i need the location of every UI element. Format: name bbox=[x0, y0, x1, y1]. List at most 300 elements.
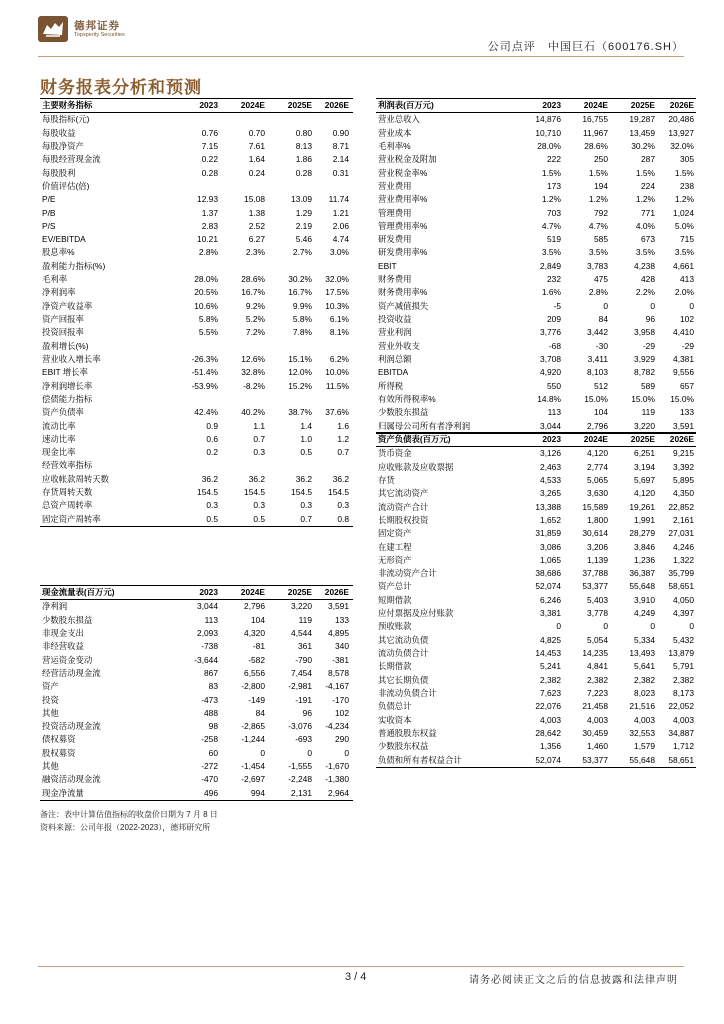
cell-value: -170 bbox=[332, 694, 349, 705]
cell-value: 7.15 bbox=[201, 140, 218, 151]
cell-value: 28.6% bbox=[241, 274, 265, 285]
cell-value: 488 bbox=[204, 707, 218, 718]
row-label: 经营效率指标 bbox=[42, 460, 93, 471]
row-label: 盈利增长(%) bbox=[42, 340, 89, 351]
header-year: 2026E bbox=[324, 587, 349, 597]
cell-value: 15.1% bbox=[288, 353, 312, 364]
row-label: 每股股利 bbox=[42, 167, 76, 178]
cell-value: -1,380 bbox=[325, 774, 349, 785]
cell-value: 0 bbox=[689, 621, 694, 632]
cell-value: 36.2 bbox=[248, 473, 265, 484]
row-label: 非现金支出 bbox=[42, 627, 84, 638]
row-label: 营业收入增长率 bbox=[42, 353, 101, 364]
cell-value: -693 bbox=[295, 734, 312, 745]
cell-value: 4,895 bbox=[328, 627, 349, 638]
cell-value: 771 bbox=[641, 207, 655, 218]
cell-value: 2,796 bbox=[244, 601, 265, 612]
table-row bbox=[376, 180, 696, 193]
cell-value: 238 bbox=[680, 180, 694, 191]
row-label: 融资活动现金流 bbox=[42, 774, 101, 785]
row-label: 流动负债合计 bbox=[378, 648, 429, 658]
cell-value: 4,350 bbox=[673, 488, 694, 499]
row-label: 资产总计 bbox=[378, 581, 412, 592]
row-label: 归属母公司所有者净利润 bbox=[378, 420, 471, 431]
table-row bbox=[40, 473, 353, 486]
cell-value: 22,852 bbox=[668, 501, 694, 512]
table-row bbox=[40, 707, 353, 720]
row-label: 速动比率 bbox=[42, 433, 76, 444]
cell-value: 2.06 bbox=[332, 220, 349, 231]
footer-divider bbox=[38, 966, 684, 967]
cell-value: 4,533 bbox=[540, 474, 561, 485]
cell-value: 1.5% bbox=[588, 167, 608, 178]
row-label: 营业总收入 bbox=[378, 114, 420, 125]
cell-value: 32.8% bbox=[241, 367, 265, 378]
cell-value: 13,879 bbox=[668, 648, 694, 658]
cell-value: 21,516 bbox=[629, 701, 655, 712]
cell-value: 133 bbox=[680, 407, 694, 418]
cell-value: 3,776 bbox=[540, 327, 561, 338]
cell-value: 8.13 bbox=[295, 140, 312, 151]
cell-value: 3,194 bbox=[634, 461, 655, 472]
cell-value: 19,287 bbox=[629, 114, 655, 125]
cell-value: 5.5% bbox=[198, 327, 218, 338]
cell-value: -4,167 bbox=[325, 681, 349, 692]
cell-value: 7,223 bbox=[587, 687, 608, 698]
cell-value: 3,126 bbox=[540, 448, 561, 459]
cell-value: 3,206 bbox=[587, 541, 608, 552]
cell-value: -8.2% bbox=[243, 380, 265, 391]
cell-value: 0.31 bbox=[332, 167, 349, 178]
cell-value: 28,642 bbox=[535, 727, 561, 738]
row-label: 少数股东损益 bbox=[378, 407, 429, 418]
cell-value: -5 bbox=[553, 300, 561, 311]
cell-value: 55,648 bbox=[629, 754, 655, 765]
table-row bbox=[40, 366, 353, 379]
cell-value: 2.7% bbox=[292, 247, 312, 258]
cell-value: 8,103 bbox=[587, 367, 608, 378]
cell-value: 287 bbox=[641, 154, 655, 165]
cell-value: 2,131 bbox=[291, 787, 312, 798]
cell-value: 1,460 bbox=[587, 741, 608, 752]
row-label: P/B bbox=[42, 207, 56, 218]
cell-value: 673 bbox=[641, 234, 655, 245]
header-year: 2023 bbox=[542, 100, 561, 110]
row-label: 价值评估(倍) bbox=[42, 180, 90, 191]
header-year: 2024E bbox=[583, 100, 608, 110]
cell-value: -53.9% bbox=[191, 380, 218, 391]
row-label: 流动资产合计 bbox=[378, 501, 429, 512]
cell-value: 133 bbox=[335, 614, 349, 625]
cell-value: -3,076 bbox=[288, 721, 312, 732]
row-label: 非流动资产合计 bbox=[378, 568, 437, 579]
cell-value: 3,220 bbox=[291, 601, 312, 612]
cell-value: 4,825 bbox=[540, 634, 561, 645]
logo-text-cn: 德邦证券 bbox=[74, 20, 120, 32]
row-label: 营业成本 bbox=[378, 127, 412, 138]
row-label: 投资收益 bbox=[378, 314, 412, 324]
row-label: 盈利能力指标(%) bbox=[42, 260, 106, 271]
row-label: 少数股东损益 bbox=[42, 614, 93, 625]
cell-value: 34,887 bbox=[668, 727, 694, 738]
table-row bbox=[40, 180, 353, 193]
table-header bbox=[376, 98, 696, 113]
row-label: 股权募资 bbox=[42, 747, 76, 758]
cell-value: 3,591 bbox=[673, 420, 694, 431]
cell-value: 361 bbox=[298, 641, 312, 652]
table-row bbox=[376, 273, 696, 286]
row-label: 净利润 bbox=[42, 601, 68, 612]
cell-value: -2,800 bbox=[241, 681, 265, 692]
row-label: 现金净流量 bbox=[42, 787, 84, 798]
cell-value: 2,796 bbox=[587, 420, 608, 431]
cell-value: 224 bbox=[641, 180, 655, 191]
cell-value: 519 bbox=[547, 234, 561, 245]
table-row bbox=[40, 773, 353, 786]
cell-value: 154.5 bbox=[197, 487, 218, 498]
cell-value: 2.8% bbox=[198, 247, 218, 258]
table-row bbox=[376, 727, 696, 740]
cell-value: -470 bbox=[201, 774, 218, 785]
cell-value: 4.7% bbox=[541, 220, 561, 231]
cell-value: 12.0% bbox=[288, 367, 312, 378]
cell-value: 4,238 bbox=[634, 260, 655, 271]
table-row bbox=[376, 714, 696, 727]
cell-value: 4,003 bbox=[673, 714, 694, 725]
cell-value: 0.2 bbox=[206, 447, 218, 458]
cell-value: 83 bbox=[208, 681, 218, 692]
cell-value: 2.83 bbox=[201, 220, 218, 231]
cell-value: 8.71 bbox=[332, 140, 349, 151]
row-label: 少数股东权益 bbox=[378, 741, 429, 752]
cell-value: 0.90 bbox=[332, 127, 349, 138]
notes bbox=[40, 808, 218, 834]
cell-value: 550 bbox=[547, 380, 561, 391]
cell-value: 3.5% bbox=[588, 247, 608, 258]
cell-value: 6,246 bbox=[540, 594, 561, 605]
table-row bbox=[376, 700, 696, 713]
cell-value: 2,382 bbox=[634, 674, 655, 685]
table-row bbox=[40, 446, 353, 459]
row-label: 负债和所有者权益合计 bbox=[378, 754, 462, 765]
cell-value: 715 bbox=[680, 234, 694, 245]
cell-value: 209 bbox=[547, 314, 561, 324]
cell-value: 14,235 bbox=[582, 648, 608, 658]
cell-value: 20,486 bbox=[668, 114, 694, 125]
table-row bbox=[40, 326, 353, 339]
cell-value: 0 bbox=[650, 621, 655, 632]
cell-value: 4.0% bbox=[635, 220, 655, 231]
cell-value: 589 bbox=[641, 380, 655, 391]
table-row bbox=[376, 580, 696, 593]
cell-value: 0.80 bbox=[295, 127, 312, 138]
cell-value: 19,261 bbox=[629, 501, 655, 512]
row-label: 营业利润 bbox=[378, 327, 412, 338]
cell-value: 0 bbox=[260, 747, 265, 758]
cell-value: -4,234 bbox=[325, 721, 349, 732]
table-row bbox=[376, 286, 696, 299]
table-row bbox=[376, 487, 696, 500]
cell-value: 58,651 bbox=[668, 754, 694, 765]
cell-value: 13,493 bbox=[629, 648, 655, 658]
cell-value: 5,641 bbox=[634, 661, 655, 672]
cell-value: 15.08 bbox=[244, 194, 265, 205]
cell-value: 2,093 bbox=[197, 627, 218, 638]
cell-value: 13,459 bbox=[629, 127, 655, 138]
cell-value: 84 bbox=[255, 707, 265, 718]
row-label: 非经营收益 bbox=[42, 641, 84, 652]
report-type: 公司点评 bbox=[487, 41, 536, 53]
cell-value: 0.24 bbox=[248, 167, 265, 178]
table-row bbox=[40, 614, 353, 627]
row-label: 应收账款及应收票据 bbox=[378, 461, 454, 472]
cell-value: 14,876 bbox=[535, 114, 561, 125]
cell-value: 102 bbox=[335, 707, 349, 718]
cell-value: 119 bbox=[641, 407, 655, 418]
cell-value: 3,411 bbox=[587, 353, 608, 364]
table-row bbox=[376, 220, 696, 233]
row-label: 财务费用率% bbox=[378, 287, 428, 298]
cell-value: 0.28 bbox=[201, 167, 218, 178]
table-row bbox=[376, 634, 696, 647]
cell-value: 1,024 bbox=[673, 207, 694, 218]
cell-value: 6.1% bbox=[329, 314, 349, 324]
cell-value: 30,459 bbox=[582, 727, 608, 738]
cell-value: 340 bbox=[335, 641, 349, 652]
page-title: 财务报表分析和预测 bbox=[40, 78, 202, 97]
row-label: 资产回报率 bbox=[42, 314, 84, 324]
cell-value: 3,220 bbox=[634, 420, 655, 431]
cell-value: 32.0% bbox=[670, 140, 694, 151]
cell-value: 28.0% bbox=[194, 274, 218, 285]
cell-value: 2,382 bbox=[540, 674, 561, 685]
cell-value: 1,800 bbox=[587, 514, 608, 525]
cell-value: 1.6 bbox=[337, 420, 349, 431]
row-label: 利润总额 bbox=[378, 353, 412, 364]
cell-value: -2,697 bbox=[241, 774, 265, 785]
cell-value: 4,320 bbox=[244, 627, 265, 638]
row-label: 所得税 bbox=[378, 380, 404, 391]
cell-value: 9,556 bbox=[673, 367, 694, 378]
cell-value: -68 bbox=[548, 340, 561, 351]
cell-value: 113 bbox=[204, 614, 218, 625]
table-row bbox=[376, 140, 696, 153]
row-label: 无形资产 bbox=[378, 554, 412, 565]
cell-value: 7,454 bbox=[291, 667, 312, 678]
cell-value: 1,356 bbox=[540, 741, 561, 752]
cell-value: 10.6% bbox=[194, 300, 218, 311]
cell-value: 15.0% bbox=[670, 393, 694, 404]
row-label: 流动比率 bbox=[42, 420, 76, 431]
cell-value: 3,630 bbox=[587, 488, 608, 499]
cell-value: 1,712 bbox=[673, 741, 694, 752]
row-label: 股息率% bbox=[42, 247, 75, 258]
header-divider bbox=[38, 56, 684, 57]
cell-value: 35,799 bbox=[668, 568, 694, 579]
cell-value: 4,661 bbox=[673, 260, 694, 271]
cell-value: -1,670 bbox=[325, 761, 349, 772]
row-label: 长期股权投资 bbox=[378, 514, 429, 525]
cell-value: -149 bbox=[248, 694, 265, 705]
cell-value: 222 bbox=[547, 154, 561, 165]
cell-value: 60 bbox=[208, 747, 218, 758]
note-source: 资料来源：公司年报（2022-2023），德邦研究所 bbox=[40, 823, 211, 832]
cell-value: 4,544 bbox=[291, 627, 312, 638]
cell-value: -381 bbox=[332, 654, 349, 665]
table-row bbox=[376, 461, 696, 474]
cell-value: 2.52 bbox=[248, 220, 265, 231]
cell-value: 0.5 bbox=[206, 513, 218, 524]
cell-value: 37,788 bbox=[582, 568, 608, 579]
table-row bbox=[40, 260, 353, 273]
table-row bbox=[40, 353, 353, 366]
row-label: 投资活动现金流 bbox=[42, 721, 101, 732]
cell-value: 7,623 bbox=[540, 687, 561, 698]
cell-value: 2.14 bbox=[332, 154, 349, 165]
cell-value: 30.2% bbox=[288, 274, 312, 285]
cell-value: 1.86 bbox=[295, 154, 312, 165]
cell-value: 31,859 bbox=[535, 528, 561, 539]
row-label: EBITDA bbox=[378, 367, 409, 378]
cell-value: 11.5% bbox=[325, 380, 349, 391]
table-row bbox=[40, 733, 353, 746]
cell-value: 4,246 bbox=[673, 541, 694, 552]
cell-value: 2.0% bbox=[674, 287, 694, 298]
cell-value: 4,841 bbox=[587, 661, 608, 672]
cell-value: 98 bbox=[208, 721, 218, 732]
cell-value: 4,003 bbox=[540, 714, 561, 725]
cell-value: 3,929 bbox=[634, 353, 655, 364]
cell-value: -26.3% bbox=[191, 353, 218, 364]
cell-value: 3,442 bbox=[587, 327, 608, 338]
cell-value: 52,074 bbox=[535, 754, 561, 765]
row-label: 营业外收支 bbox=[378, 340, 420, 351]
table-row bbox=[40, 627, 353, 640]
cell-value: 30.2% bbox=[631, 140, 655, 151]
row-label: 每股指标(元) bbox=[42, 114, 90, 125]
cell-value: -2,865 bbox=[241, 721, 265, 732]
table-row bbox=[376, 674, 696, 687]
row-label: 资产负债率 bbox=[42, 407, 84, 418]
row-label: 短期借款 bbox=[378, 594, 412, 605]
table-row bbox=[376, 366, 696, 379]
table-row bbox=[376, 647, 696, 660]
cell-value: 104 bbox=[251, 614, 265, 625]
cell-value: 3.5% bbox=[674, 247, 694, 258]
financial-indicators-table bbox=[40, 98, 353, 527]
cell-value: 154.5 bbox=[291, 487, 312, 498]
header-year: 2025E bbox=[287, 587, 312, 597]
cell-value: 96 bbox=[302, 707, 312, 718]
cell-value: 3.0% bbox=[329, 247, 349, 258]
table-row bbox=[40, 654, 353, 667]
table-row bbox=[376, 246, 696, 259]
table-row bbox=[376, 514, 696, 527]
cell-value: 1.2% bbox=[635, 194, 655, 205]
cell-value: 3,044 bbox=[540, 420, 561, 431]
cell-value: -2,248 bbox=[288, 774, 312, 785]
cell-value: -473 bbox=[201, 694, 218, 705]
cell-value: 2.2% bbox=[635, 287, 655, 298]
table-row bbox=[40, 153, 353, 166]
cell-value: 1.2% bbox=[541, 194, 561, 205]
table-row bbox=[376, 260, 696, 273]
cell-value: 4,249 bbox=[634, 608, 655, 619]
cell-value: 5,791 bbox=[673, 661, 694, 672]
row-label: 存货 bbox=[378, 474, 395, 485]
table-row bbox=[376, 541, 696, 554]
row-label: 固定资产周转率 bbox=[42, 513, 101, 524]
cell-value: 96 bbox=[645, 314, 655, 324]
cell-value: 0 bbox=[689, 300, 694, 311]
row-label: 其它流动资产 bbox=[378, 488, 429, 499]
cell-value: 20.5% bbox=[194, 287, 218, 298]
cell-value: 8,578 bbox=[328, 667, 349, 678]
table-header bbox=[40, 585, 353, 600]
cell-value: 113 bbox=[547, 407, 561, 418]
cell-value: 3,044 bbox=[197, 601, 218, 612]
cell-value: 0.7 bbox=[337, 447, 349, 458]
cell-value: 7.8% bbox=[292, 327, 312, 338]
cell-value: 8,173 bbox=[673, 687, 694, 698]
cell-value: 2,774 bbox=[587, 461, 608, 472]
cell-value: 1,579 bbox=[634, 741, 655, 752]
cell-value: 15.2% bbox=[288, 380, 312, 391]
cell-value: 5,403 bbox=[587, 594, 608, 605]
cell-value: -1,555 bbox=[288, 761, 312, 772]
cell-value: 36,387 bbox=[629, 568, 655, 579]
row-label: 每股经营现金流 bbox=[42, 154, 101, 165]
row-label: P/E bbox=[42, 194, 56, 205]
table-row bbox=[376, 340, 696, 353]
cell-value: 11.74 bbox=[328, 194, 349, 205]
header-year: 2026E bbox=[669, 100, 694, 110]
cell-value: 32,553 bbox=[629, 727, 655, 738]
table-row bbox=[40, 193, 353, 206]
table-row bbox=[40, 140, 353, 153]
cell-value: 2,463 bbox=[540, 461, 561, 472]
table-row bbox=[40, 127, 353, 140]
table-row bbox=[40, 760, 353, 773]
cell-value: 1,991 bbox=[634, 514, 655, 525]
table-row bbox=[376, 554, 696, 567]
row-label: EBIT 增长率 bbox=[42, 367, 88, 378]
cell-value: 428 bbox=[641, 274, 655, 285]
cell-value: 36.2 bbox=[295, 473, 312, 484]
row-label: 固定资产 bbox=[378, 528, 412, 539]
cell-value: 3.5% bbox=[541, 247, 561, 258]
cell-value: 52,074 bbox=[535, 581, 561, 592]
cell-value: 16.7% bbox=[288, 287, 312, 298]
table-row bbox=[376, 353, 696, 366]
cell-value: 1.4 bbox=[300, 420, 312, 431]
cell-value: -258 bbox=[201, 734, 218, 745]
cell-value: 0 bbox=[603, 621, 608, 632]
cell-value: -738 bbox=[201, 641, 218, 652]
table-row bbox=[40, 513, 353, 527]
table-row bbox=[376, 474, 696, 487]
cell-value: 6.2% bbox=[329, 353, 349, 364]
row-label: 长期借款 bbox=[378, 661, 412, 672]
cell-value: -30 bbox=[595, 340, 608, 351]
header-year: 2024E bbox=[583, 434, 608, 444]
row-label: 投资 bbox=[42, 694, 59, 705]
cell-value: 7.2% bbox=[245, 327, 265, 338]
table-row bbox=[376, 300, 696, 313]
cell-value: 42.4% bbox=[194, 407, 218, 418]
cell-value: 0.3 bbox=[300, 500, 312, 511]
table-row bbox=[40, 340, 353, 353]
